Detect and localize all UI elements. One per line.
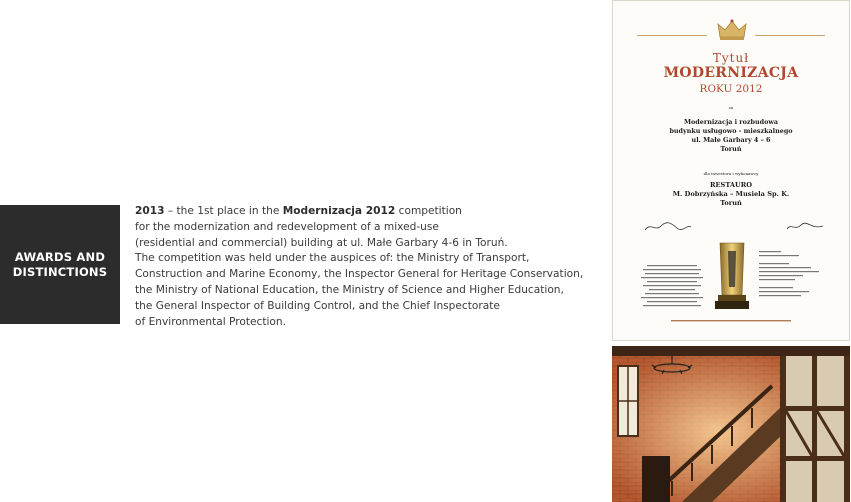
patrons-list-graphic — [637, 263, 705, 311]
award-certificate-image — [612, 0, 850, 341]
section-label-text: AWARDS AND DISTINCTIONS — [12, 249, 108, 279]
award-year: 2013 — [135, 205, 165, 217]
footer-text-graphic — [671, 319, 791, 323]
staircase-interior-photo — [612, 346, 850, 502]
signature-graphic — [785, 221, 825, 233]
organizers-list-graphic — [759, 249, 829, 309]
competition-name: Modernizacja 2012 — [282, 205, 396, 217]
certificate-firm: RESTAURO M. Dobrzyńska – Musiela Sp. K. Toruń — [672, 181, 790, 207]
description-line: the Ministry of National Education, the Ministry of Science and Higher Education, — [135, 283, 564, 296]
certificate-title-main: MODERNIZACJA — [663, 65, 799, 81]
description-line: (residential and commercial) building at ul. Małe Garbary 4-6 in Toruń. — [135, 236, 508, 249]
ornament-line-left — [637, 35, 707, 36]
description-line: for the modernization and redevelopment of a mixed-use — [135, 220, 439, 233]
certificate-footer-graphic — [613, 319, 849, 324]
description-lead: – the 1st place in the — [164, 205, 283, 217]
signature-left — [633, 219, 703, 233]
description-first-line — [135, 204, 595, 220]
certificate-title-year: ROKU 2012 — [699, 83, 763, 95]
description-line: of Environmental Protection. — [135, 315, 286, 328]
certificate-for-word: za — [728, 105, 734, 110]
description-line: The competition was held under the auspices of: the Ministry of Transport, — [135, 252, 530, 265]
description-line: the General Inspector of Building Control, and the Chief Inspectorate — [135, 299, 500, 312]
trophy-icon — [712, 239, 752, 311]
signature-right — [775, 219, 835, 233]
description-line: Construction and Marine Economy, the Inspector General for Heritage Conservation, — [135, 268, 584, 281]
award-description — [135, 204, 595, 330]
ornament-line-right — [755, 35, 825, 36]
certificate-project: Modernizacja i rozbudowa budynku usługowo - mieszkalnego ul. Małe Garbary 4 – 6 Toruń — [669, 118, 793, 153]
section-label — [0, 205, 120, 324]
certificate-investor-label: dla inwestora i wykonawcy — [703, 171, 759, 176]
certificate-title-small: Tytuł — [712, 51, 750, 65]
signature-graphic — [643, 221, 693, 233]
crown-icon — [717, 19, 747, 41]
description-tail: competition — [395, 205, 462, 217]
